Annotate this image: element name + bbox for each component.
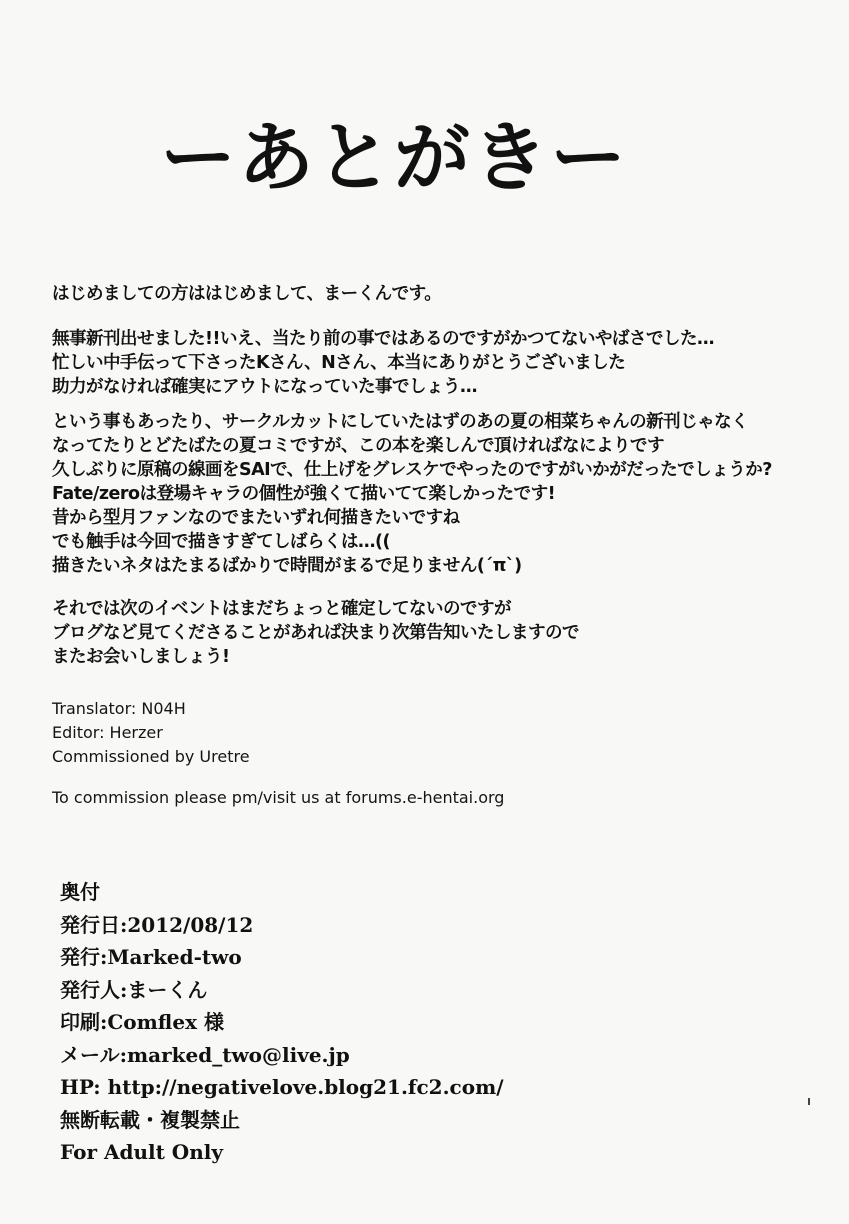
text-line: 助力がなければ確実にアウトになっていた事でしょう… [52, 377, 477, 397]
page-title: ーあとがきー [160, 113, 628, 202]
text-line: Fate/zeroは登場キャラの個性が強くて描いてて楽しかったです! [52, 484, 556, 504]
comiket-paragraph [52, 410, 812, 578]
colophon-heading: 奥付 [60, 880, 100, 904]
text-line: 久しぶりに原稿の線画をSAIで、仕上げをグレスケでやったのですがいかがだったでしょうか? [52, 460, 772, 480]
text-line: ブログなど見てくださることがあれば決まり次第告知いたしますので [52, 623, 579, 643]
text-line: という事もあったり、サークルカットにしていたはずのあの夏の相菜ちゃんの新刊じゃなく [52, 412, 749, 432]
thanks-paragraph [52, 327, 812, 399]
text-line: 忙しい中手伝って下さったKさん、Nさん、本当にありがとうございました [52, 353, 626, 373]
closing-paragraph [52, 597, 812, 669]
text-line: なってたりとどたばたの夏コミですが、この本を楽しんで頂ければなによりです [52, 436, 664, 456]
publisher: 発行:Marked-two [60, 945, 242, 969]
printer: 印刷:Comflex 様 [60, 1010, 224, 1034]
commissioned-credit: Commissioned by Uretre [52, 747, 250, 766]
text-line: またお会いしましょう! [52, 647, 230, 667]
homepage: HP: http://negativelove.blog21.fc2.com/ [60, 1075, 504, 1099]
editor-credit: Editor: Herzer [52, 723, 163, 742]
publication-date: 発行日:2012/08/12 [60, 912, 254, 937]
translation-credits [52, 697, 250, 769]
greeting-paragraph [52, 282, 812, 306]
greeting-line: はじめましての方ははじめまして、まーくんです。 [52, 284, 442, 304]
text-line: それでは次のイベントはまだちょっと確定してないのですが [52, 599, 511, 619]
adult-notice: For Adult Only [60, 1140, 223, 1164]
commission-note-text: To commission please pm/visit us at forums.e-hentai.org [52, 788, 505, 807]
translator-credit: Translator: N04H [52, 699, 186, 718]
text-line: でも触手は今回で描きすぎてしばらくは…(( [52, 532, 390, 552]
email: メール:marked_two@live.jp [60, 1042, 350, 1067]
text-line: 昔から型月ファンなのでまたいずれ何描きたいですね [52, 508, 460, 528]
reproduction-notice: 無断転載・複製禁止 [60, 1107, 240, 1132]
scan-speck [808, 1098, 810, 1105]
colophon [60, 876, 504, 1169]
commission-note [52, 786, 504, 810]
text-line: 無事新刊出せました!!いえ、当たり前の事ではあるのですがかつてないやばさでした… [52, 329, 715, 349]
text-line: 描きたいネタはたまるばかりで時間がまるで足りません(´π`) [52, 556, 522, 576]
issuer: 発行人:まーくん [60, 977, 208, 1002]
